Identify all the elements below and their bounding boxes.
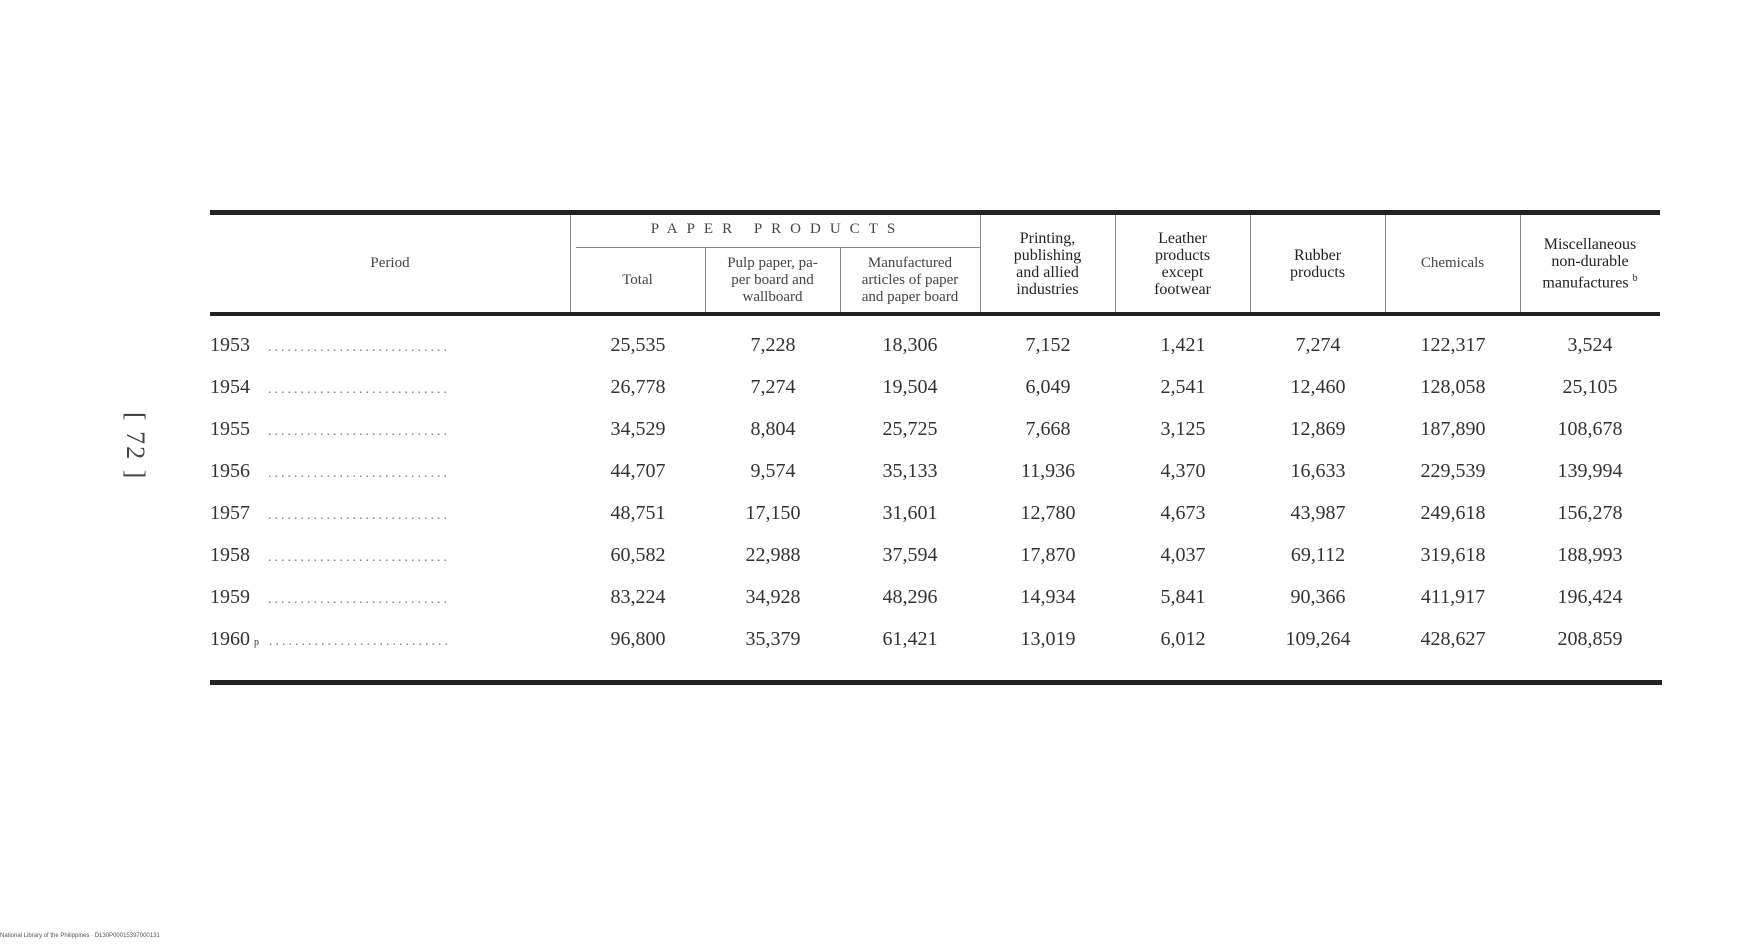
- value-cell: 69,112: [1290, 544, 1346, 566]
- period-cell: [210, 586, 565, 609]
- value-cell: 7,668: [1025, 418, 1071, 440]
- value-cell: 17,150: [745, 502, 801, 524]
- value-cell: 43,987: [1290, 502, 1346, 524]
- value-cell: 4,673: [1160, 502, 1206, 524]
- value-cell: 139,994: [1557, 460, 1623, 482]
- value-cell: 37,594: [882, 544, 938, 566]
- value-cell: 1,421: [1160, 334, 1206, 356]
- chemicals-header: Chemicals: [1420, 255, 1485, 271]
- value-cell: 35,133: [882, 460, 938, 482]
- table-row: [210, 410, 1660, 452]
- value-cell: 249,618: [1420, 502, 1486, 524]
- table-body: [210, 316, 1660, 662]
- value-cell: 60,582: [610, 544, 666, 566]
- value-cell: 7,152: [1025, 334, 1071, 356]
- value-cell: 6,049: [1025, 376, 1071, 398]
- table-header: [210, 215, 1660, 312]
- value-cell: 48,751: [610, 502, 666, 524]
- value-cell: 108,678: [1557, 418, 1623, 440]
- value-cell: 90,366: [1290, 586, 1346, 608]
- leader-dots: ............................: [268, 424, 450, 439]
- value-cell: 411,917: [1420, 586, 1486, 608]
- year-label: 1956: [210, 460, 250, 482]
- manufactured-header: Manufactured articles of paper and paper board: [861, 254, 959, 305]
- value-cell: 34,928: [745, 586, 801, 608]
- value-cell: 44,707: [610, 460, 666, 482]
- leader-dots: ............................: [268, 466, 450, 481]
- footnote-mark: b: [1632, 272, 1638, 284]
- value-cell: 7,274: [750, 376, 796, 398]
- value-cell: 208,859: [1557, 628, 1623, 650]
- value-cell: 7,228: [750, 334, 796, 356]
- value-cell: 428,627: [1420, 628, 1486, 650]
- pulp-header: Pulp paper, pa- per board and wallboard: [727, 254, 818, 305]
- value-cell: 196,424: [1557, 586, 1623, 608]
- value-cell: 128,058: [1420, 376, 1486, 398]
- value-cell: 16,633: [1290, 460, 1346, 482]
- leader-dots: ............................: [268, 592, 450, 607]
- table-row: [210, 326, 1660, 368]
- page-number: [ 72 ]: [121, 412, 150, 481]
- leader-dots: ............................: [268, 550, 450, 565]
- leather-header: Leather products except footwear: [1154, 229, 1211, 298]
- value-cell: 12,869: [1290, 418, 1346, 440]
- value-cell: 14,934: [1020, 586, 1076, 608]
- year-label: 1953: [210, 334, 250, 356]
- year-label: 1959: [210, 586, 250, 608]
- leader-dots: ............................: [269, 634, 451, 649]
- table-row: [210, 578, 1660, 620]
- total-header: Total: [622, 271, 653, 288]
- value-cell: 4,370: [1160, 460, 1206, 482]
- value-cell: 8,804: [750, 418, 796, 440]
- printing-header: Printing, publishing and allied industries: [1013, 229, 1082, 298]
- table-bottom-rule: [210, 680, 1662, 685]
- period-cell: [210, 502, 565, 525]
- value-cell: 48,296: [882, 586, 938, 608]
- period-cell: [210, 628, 565, 651]
- value-cell: 7,274: [1295, 334, 1341, 356]
- value-cell: 4,037: [1160, 544, 1206, 566]
- value-cell: 19,504: [882, 376, 938, 398]
- period-cell: [210, 376, 565, 399]
- paper-products-group-header: PAPER PRODUCTS: [650, 221, 905, 237]
- value-cell: 6,012: [1160, 628, 1206, 650]
- value-cell: 35,379: [745, 628, 801, 650]
- value-cell: 187,890: [1420, 418, 1486, 440]
- value-cell: 26,778: [610, 376, 666, 398]
- value-cell: 96,800: [610, 628, 666, 650]
- value-cell: 83,224: [610, 586, 666, 608]
- table-row: [210, 368, 1660, 410]
- period-cell: [210, 544, 565, 567]
- period-cell: [210, 418, 565, 441]
- value-cell: 156,278: [1557, 502, 1623, 524]
- value-cell: 25,105: [1562, 376, 1618, 398]
- table-row: [210, 620, 1660, 662]
- value-cell: 319,618: [1420, 544, 1486, 566]
- value-cell: 34,529: [610, 418, 666, 440]
- value-cell: 25,535: [610, 334, 666, 356]
- value-cell: 61,421: [882, 628, 938, 650]
- value-cell: 2,541: [1160, 376, 1206, 398]
- value-cell: 22,988: [745, 544, 801, 566]
- period-cell: [210, 460, 565, 483]
- value-cell: 9,574: [750, 460, 796, 482]
- value-cell: 18,306: [882, 334, 938, 356]
- value-cell: 3,125: [1160, 418, 1206, 440]
- value-cell: 17,870: [1020, 544, 1076, 566]
- year-label: 1955: [210, 418, 250, 440]
- year-label: 1954: [210, 376, 250, 398]
- value-cell: 229,539: [1420, 460, 1486, 482]
- value-cell: 13,019: [1020, 628, 1076, 650]
- leader-dots: ............................: [268, 382, 450, 397]
- value-cell: 188,993: [1557, 544, 1623, 566]
- value-cell: 109,264: [1285, 628, 1351, 650]
- period-cell: [210, 334, 565, 357]
- data-table: [210, 210, 1660, 685]
- period-header: Period: [370, 255, 410, 271]
- value-cell: 11,936: [1020, 460, 1076, 482]
- value-cell: 3,524: [1567, 334, 1613, 356]
- misc-header: Miscellaneous non-durable manufactures $^b$: [1542, 235, 1638, 292]
- leader-dots: ............................: [268, 508, 450, 523]
- table-row: [210, 536, 1660, 578]
- value-cell: 25,725: [882, 418, 938, 440]
- year-label: 1957: [210, 502, 250, 524]
- table-row: [210, 452, 1660, 494]
- year-label: 1960: [210, 628, 250, 650]
- year-label: 1958: [210, 544, 250, 566]
- value-cell: 122,317: [1420, 334, 1486, 356]
- value-cell: 12,460: [1290, 376, 1346, 398]
- rubber-header: Rubber products: [1289, 246, 1346, 281]
- value-cell: 12,780: [1020, 502, 1076, 524]
- footer-credit: National Library of the Philippines · D130P00015397000131: [0, 933, 160, 939]
- value-cell: 31,601: [882, 502, 938, 524]
- value-cell: 5,841: [1160, 586, 1206, 608]
- year-footnote-mark: p: [254, 637, 259, 648]
- table-row: [210, 494, 1660, 536]
- leader-dots: ............................: [268, 340, 450, 355]
